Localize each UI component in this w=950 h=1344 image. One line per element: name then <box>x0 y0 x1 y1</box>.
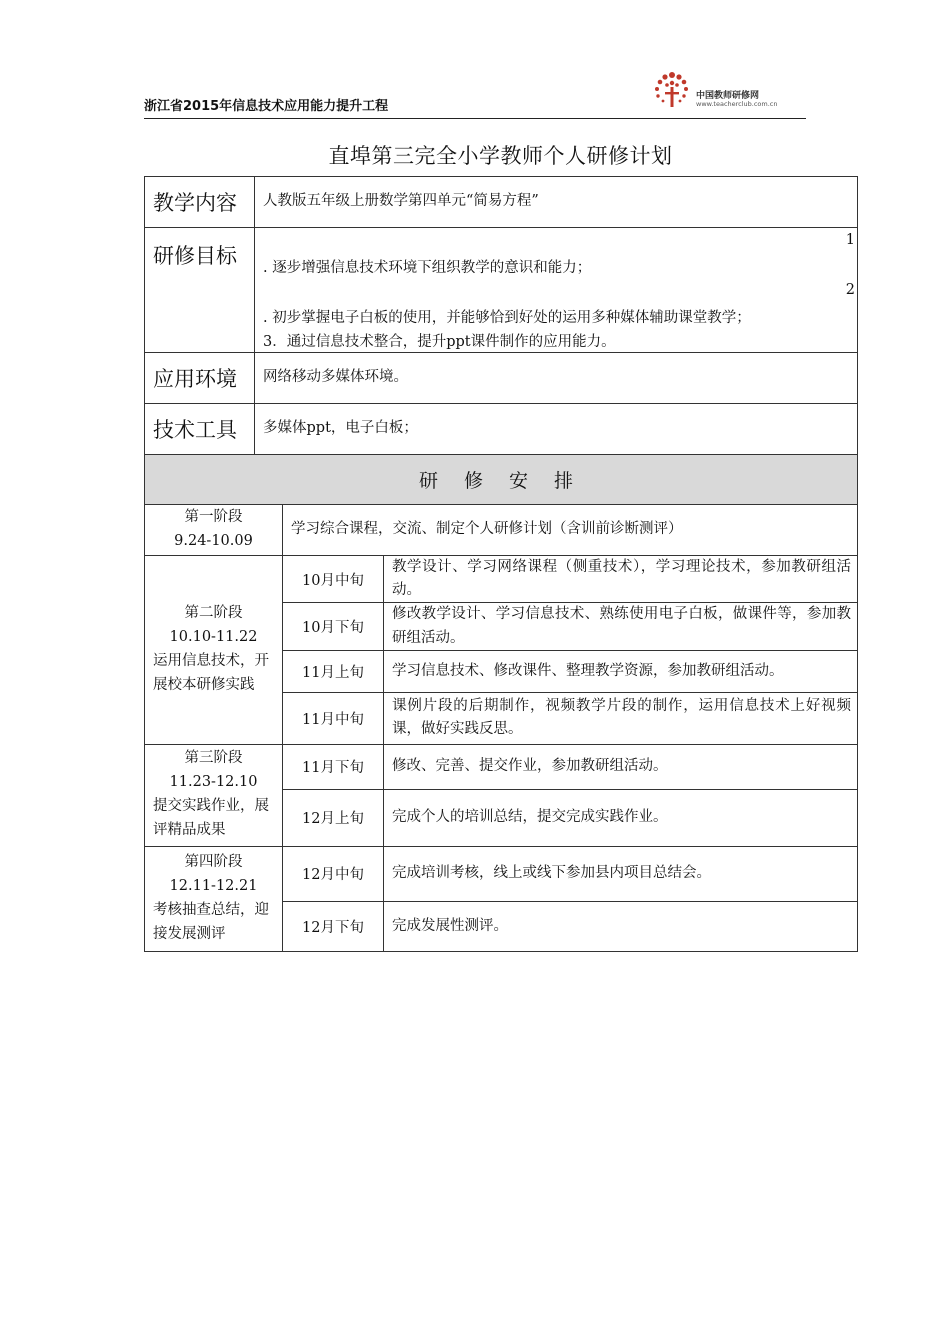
environment-value: 网络移动多媒体环境。 <box>255 353 858 404</box>
study-plan-table <box>144 176 858 952</box>
stage1-dates: 9.24-10.09 <box>174 533 253 549</box>
row-technical-tools <box>145 404 858 455</box>
period-cell: 12月中旬 <box>283 846 384 901</box>
stage3-description: 提交实践作业，展评精品成果 <box>153 798 269 839</box>
page-header <box>144 66 806 119</box>
stage4-name: 第四阶段 <box>184 853 243 870</box>
stage4-description: 考核抽查总结，迎接发展测评 <box>153 901 269 942</box>
period-cell: 11月中旬 <box>283 692 384 744</box>
task-cell: 完成培训考核，线上或线下参加县内项目总结会。 <box>384 846 858 901</box>
period-cell: 12月下旬 <box>283 901 384 951</box>
stage1-name: 第一阶段 <box>184 509 243 526</box>
task-cell: 修改教学设计、学习信息技术、熟练使用电子白板，做课件等，参加教研组活动。 <box>384 603 858 650</box>
task-cell: 教学设计、学习网络课程（侧重技术），学习理论技术，参加教研组活动。 <box>384 556 858 603</box>
logo-url: www.teacherclub.com.cn <box>696 100 778 108</box>
header-title: 浙江省2015年信息技术应用能力提升工程 <box>144 99 389 114</box>
table-row <box>145 556 858 603</box>
stage4-dates: 12.11-12.21 <box>169 877 258 894</box>
teaching-content-label: 教学内容 <box>145 177 255 228</box>
row-study-goals <box>145 228 858 353</box>
task-cell: 完成发展性测评。 <box>384 901 858 951</box>
stage2-dates: 10.10-11.22 <box>169 628 258 645</box>
stage2-cell <box>145 556 283 745</box>
goal-number-1: 1 <box>845 232 856 248</box>
tools-value: 多媒体ppt，电子白板； <box>255 404 858 455</box>
table-row <box>145 846 858 901</box>
stage3-dates: 11.23-12.10 <box>169 774 258 791</box>
stage2-name: 第二阶段 <box>184 605 243 622</box>
row-schedule-header <box>145 455 858 505</box>
task-cell: 课例片段的后期制作，视频教学片段的制作，运用信息技术上好视频课，做好实践反思。 <box>384 692 858 744</box>
goal-2: . 初步掌握电子白板的使用，并能够恰到好处的运用多种媒体辅助课堂教学； <box>263 310 751 326</box>
study-goals-label: 研修目标 <box>145 228 255 353</box>
period-cell: 10月中旬 <box>283 556 384 603</box>
period-cell: 11月下旬 <box>283 744 384 789</box>
stage4-cell <box>145 846 283 951</box>
row-teaching-content <box>145 177 858 228</box>
environment-label: 应用环境 <box>145 353 255 404</box>
schedule-section-title: 研 修 安 排 <box>145 455 858 505</box>
study-goals-content <box>255 228 858 353</box>
logo-name: 中国教师研修网 <box>696 91 760 101</box>
stage3-cell <box>145 744 283 846</box>
stage1-task: 学习综合课程，交流、制定个人研修计划（含训前诊断测评） <box>283 505 858 556</box>
stage1-cell <box>145 505 283 556</box>
goal-3: 3．通过信息技术整合，提升ppt课件制作的应用能力。 <box>263 334 616 350</box>
stage3-name: 第三阶段 <box>184 750 243 767</box>
row-application-environment <box>145 353 858 404</box>
document-title: 直埠第三完全小学教师个人研修计划 <box>328 144 673 168</box>
period-cell: 11月上旬 <box>283 650 384 692</box>
task-cell: 修改、完善、提交作业，参加教研组活动。 <box>384 744 858 789</box>
stage1-row <box>145 505 858 556</box>
stage2-description: 运用信息技术，开展校本研修实践 <box>153 652 269 693</box>
tools-label: 技术工具 <box>145 404 255 455</box>
teacherclub-logo <box>648 70 788 112</box>
period-cell: 12月上旬 <box>283 789 384 846</box>
task-cell: 学习信息技术、修改课件、整理教学资源，参加教研组活动。 <box>384 650 858 692</box>
period-cell: 10月下旬 <box>283 603 384 650</box>
task-cell: 完成个人的培训总结，提交完成实践作业。 <box>384 789 858 846</box>
logo-flower-icon <box>648 70 694 112</box>
table-row <box>145 744 858 789</box>
teaching-content-value: 人教版五年级上册数学第四单元“简易方程” <box>255 177 858 228</box>
goal-number-2: 2 <box>845 282 856 298</box>
goal-1: . 逐步增强信息技术环境下组织教学的意识和能力； <box>263 260 592 276</box>
